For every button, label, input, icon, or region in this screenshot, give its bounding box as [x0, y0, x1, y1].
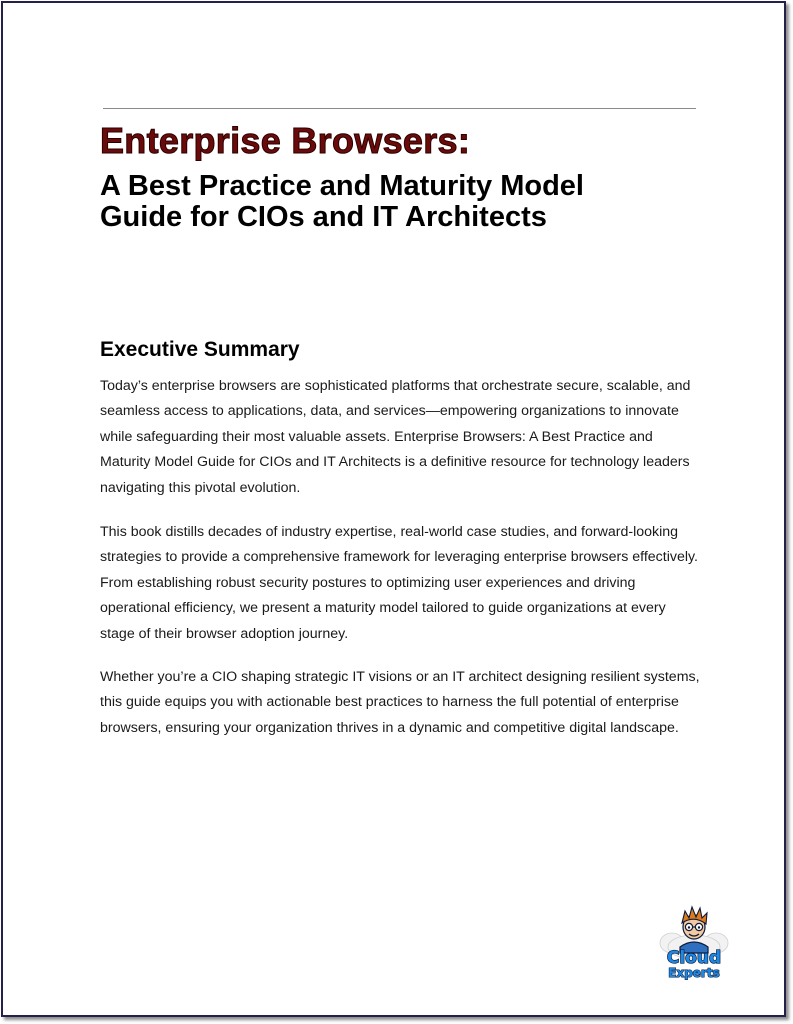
top-divider [103, 108, 696, 109]
paragraph-3: Whether you’re a CIO shaping strategic IT visions or an IT architect designing resilient systems, this guide equips you with actionable best practices to harness the full potential of enterprise browsers, ensuring your organization thrives in a dynamic and competitive digital landscape. [100, 669, 700, 736]
section-heading: Executive Summary [100, 338, 300, 361]
svg-text:Cloud: Cloud [666, 948, 722, 968]
document-subtitle [100, 171, 700, 233]
svg-text:Experts: Experts [668, 966, 720, 980]
subtitle-line-1: A Best Practice and Maturity Model [100, 170, 584, 202]
paragraph-2: This book distills decades of industry expertise, real-world case studies, and forward-looking strategies to provide a comprehensive framework for leveraging enterprise browsers effectively. From establishing robust security postures to optimizing user experiences and driving operational efficiency, we present a maturity model tailored to guide organizations at every stage of their browser adoption journey. [100, 524, 698, 642]
document-page [1, 1, 786, 1017]
document-title: Enterprise Browsers: [100, 120, 471, 161]
subtitle-line-2: Guide for CIOs and IT Architects [100, 201, 547, 233]
logo-wordmark [667, 948, 721, 980]
paragraph-1: Today’s enterprise browsers are sophisticated platforms that orchestrate secure, scalable, and seamless access to applications, data, and services—empowering organizations to innovate while safeguarding their most valuable assets. Enterprise Browsers: A Best Practice and Maturity Model Guide for CIOs and IT Architects is a definitive resource for technology leaders navigating this pivotal evolution. [100, 378, 691, 496]
cartoon-mascot-icon [680, 907, 708, 953]
cloud-experts-logo [658, 903, 730, 981]
